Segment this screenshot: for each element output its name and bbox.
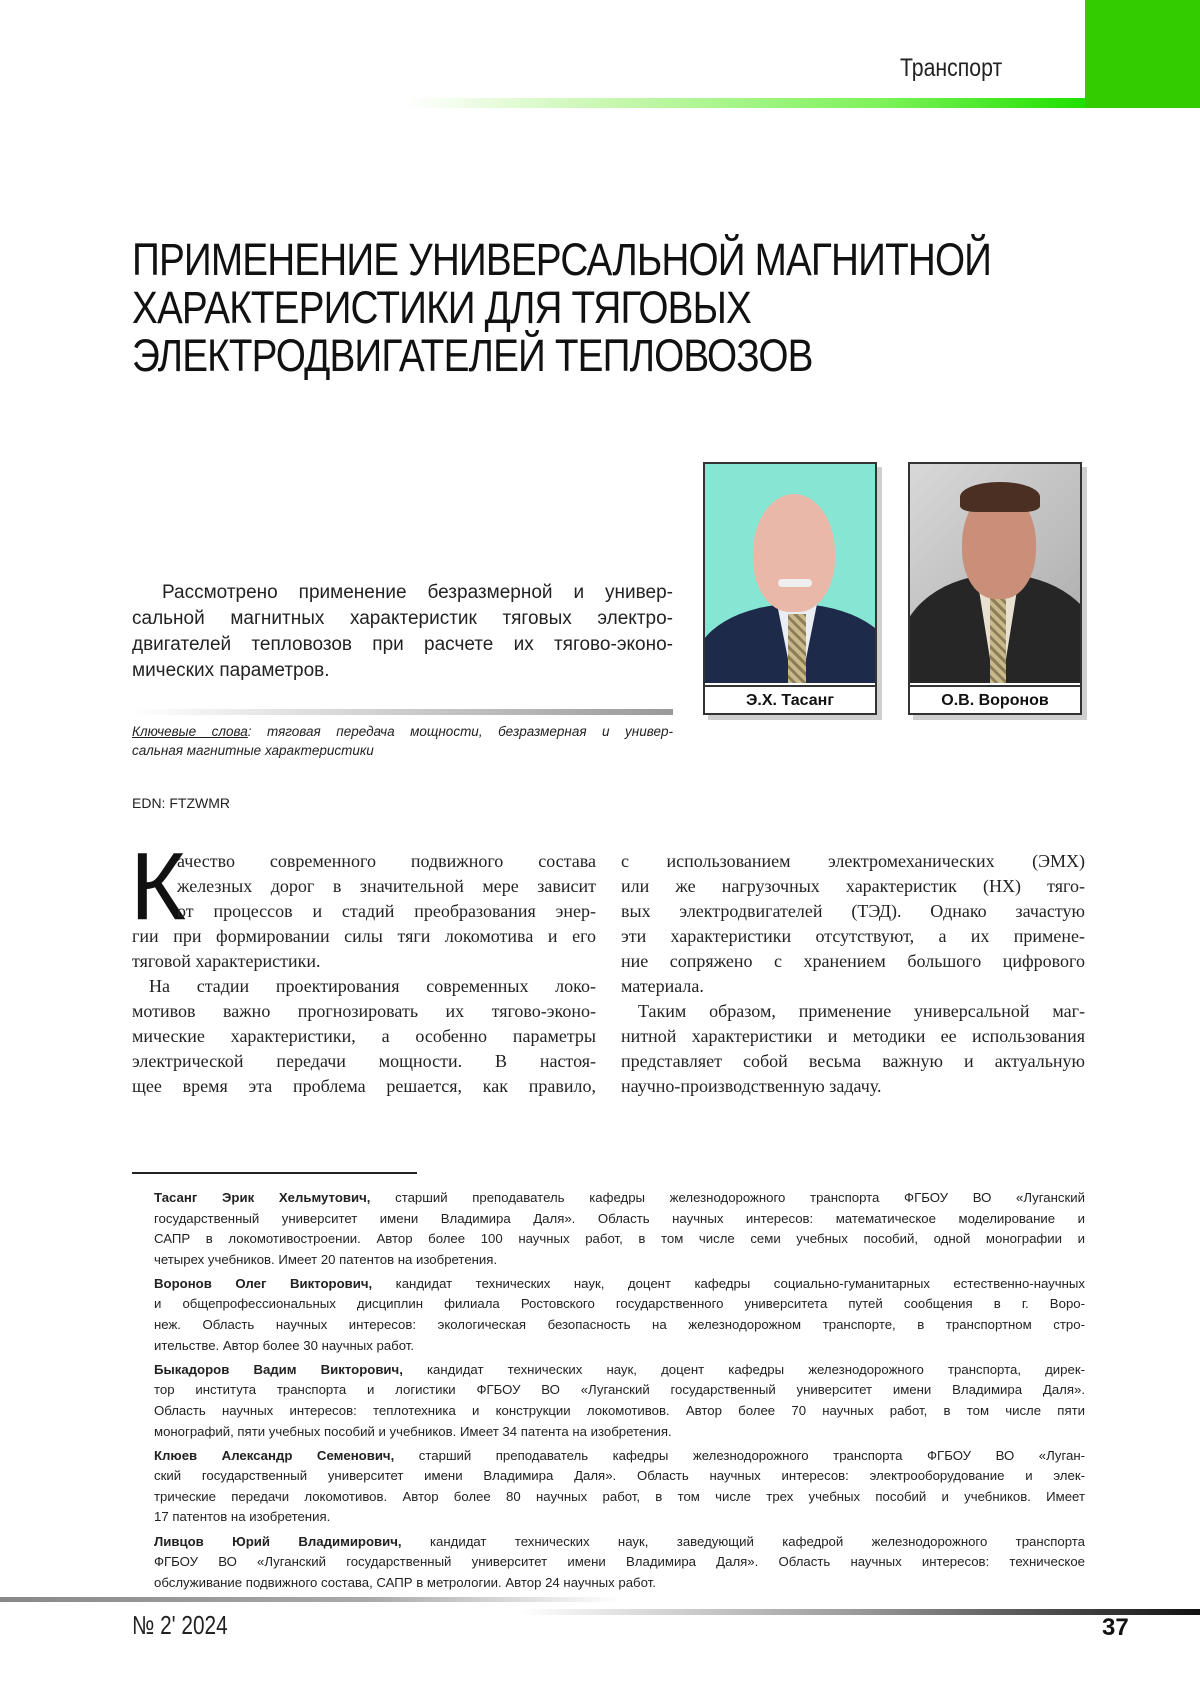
abstract-line: Рассмотрено применение безразмерной и универ- (132, 580, 673, 606)
author-bio (154, 1360, 1085, 1442)
body-line: гии при формировании силы тяги локомотива и его (132, 924, 596, 949)
body-line: с использованием электромеханических (ЭМХ) (621, 849, 1085, 874)
keywords-label: Ключевые слова (132, 724, 248, 739)
body-line: материала. (621, 974, 1085, 999)
bio-line: тор института транспорта и логистики ФГБОУ ВО «Луганский государственный университет имени Владимира Даля». (154, 1380, 1085, 1401)
author-bios (154, 1188, 1085, 1597)
bio-name: Быкадоров Вадим Викторович, (154, 1362, 403, 1377)
body-line: Таким образом, применение универсальной маг- (621, 999, 1085, 1024)
bio-line: САПР в локомотивостроении. Автор более 100 научных работ, в том числе семи учебных пособий, одной монографии и (154, 1229, 1085, 1250)
body-line: нитной характеристики и методики ее использования (621, 1024, 1085, 1049)
bio-line: кандидат технических наук, доцент кафедры железнодорожного транспорта, дирек- (403, 1362, 1085, 1377)
footer-bar (519, 1609, 1200, 1615)
article-title (132, 236, 991, 380)
body-line: На стадии проектирования современных локо- (132, 974, 596, 999)
bio-line: неж. Область научных интересов: экологическая безопасность на железнодорожном транспорте, в транспортном стро- (154, 1315, 1085, 1336)
drop-cap: К (130, 847, 186, 927)
body-line: эти характеристики отсутствуют, а их примене- (621, 924, 1085, 949)
bio-line: ительстве. Автор более 30 научных работ. (154, 1336, 1085, 1357)
body-line: железных дорог в значительной мере зависит (132, 874, 596, 899)
footnote-rule (132, 1172, 417, 1174)
abstract-line: мических параметров. (132, 658, 673, 684)
header-gradient-bar (405, 98, 1085, 108)
keywords-text: сальная магнитные характеристики (132, 741, 673, 760)
bio-line: монографий, пяти учебных пособий и учебников. Имеет 34 патента на изобретения. (154, 1422, 1085, 1443)
portrait-image (910, 464, 1080, 683)
author-bio (154, 1274, 1085, 1356)
bio-line: 17 патентов на изобретения. (154, 1507, 1085, 1528)
body-line: электрической передачи мощности. В настоя- (132, 1049, 596, 1074)
bio-name: Воронов Олег Викторович, (154, 1276, 372, 1291)
body-line: тяговой характеристики. (132, 949, 596, 974)
body-line: вых электродвигателей (ТЭД). Однако зачастую (621, 899, 1085, 924)
bio-line: обслуживание подвижного состава, САПР в метрологии. Автор 24 научных работ. (154, 1573, 1085, 1594)
author-photo-tasang (703, 462, 877, 715)
body-line: научно-производственную задачу. (621, 1074, 1085, 1099)
body-line: представляет собой весьма важную и актуальную (621, 1049, 1085, 1074)
bio-line: трические передачи локомотивов. Автор более 80 научных работ, в том числе трех учебных пособий и учебников. Имеет (154, 1487, 1085, 1508)
title-line: ПРИМЕНЕНИЕ УНИВЕРСАЛЬНОЙ МАГНИТНОЙ (132, 236, 991, 284)
section-accent-block (1085, 0, 1200, 108)
footer-bar (0, 1597, 620, 1602)
issue-number: № 2' 2024 (132, 1610, 228, 1641)
bio-line: государственный университет имени Владимира Даля». Область научных интересов: математическое моделирование и (154, 1209, 1085, 1230)
bio-name: Тасанг Эрик Хельмутович, (154, 1190, 370, 1205)
body-line: мические характеристики, а особенно параметры (132, 1024, 596, 1049)
bio-line: кандидат технических наук, доцент кафедры социально-гуманитарных естественно-научных (372, 1276, 1085, 1291)
bio-line: четырех учебников. Имеет 20 патентов на изобретения. (154, 1250, 1085, 1271)
abstract (132, 580, 673, 684)
author-bio (154, 1188, 1085, 1270)
section-title: Транспорт (900, 54, 1011, 83)
author-photo-voronov (908, 462, 1082, 715)
body-column-right (621, 849, 1085, 1099)
edn-code: EDN: FTZWMR (132, 795, 230, 811)
bio-line: кандидат технических наук, заведующий кафедрой железнодорожного транспорта (402, 1534, 1085, 1549)
abstract-divider (132, 709, 673, 715)
title-line: ЭЛЕКТРОДВИГАТЕЛЕЙ ТЕПЛОВОЗОВ (132, 332, 991, 380)
bio-line: Область научных интересов: теплотехника и конструкции локомотивов. Автор более 70 научных работ, в том числе пяти (154, 1401, 1085, 1422)
portrait-image (705, 464, 875, 683)
author-bio (154, 1446, 1085, 1528)
author-caption: Э.Х. Тасанг (705, 685, 875, 715)
body-line: ние сопряжено с хранением большого цифрового (621, 949, 1085, 974)
abstract-line: сальной магнитных характеристик тяговых электро- (132, 606, 673, 632)
bio-line: старший преподаватель кафедры железнодорожного транспорта ФГБОУ ВО «Луган- (394, 1448, 1085, 1463)
page-number: 37 (1102, 1614, 1129, 1642)
body-line: от процессов и стадий преобразования энер- (132, 899, 596, 924)
body-line: или же нагрузочных характеристик (НХ) тяго- (621, 874, 1085, 899)
bio-name: Ливцов Юрий Владимирович, (154, 1534, 402, 1549)
keywords-text: : тяговая передача мощности, безразмерная и универ- (248, 724, 673, 739)
body-line: мотивов важно прогнозировать их тягово-эконо- (132, 999, 596, 1024)
bio-line: ФГБОУ ВО «Луганский государственный университет имени Владимира Даля». Область научных интересов: техническое (154, 1552, 1085, 1573)
bio-line: и общепрофессиональных дисциплин филиала Ростовского государственного университета путей сообщения в г. Воро- (154, 1294, 1085, 1315)
author-caption: О.В. Воронов (910, 685, 1080, 715)
bio-line: ский государственный университет имени Владимира Даля». Область научных интересов: электрооборудование и элек- (154, 1466, 1085, 1487)
title-line: ХАРАКТЕРИСТИКИ ДЛЯ ТЯГОВЫХ (132, 284, 991, 332)
bio-line: старший преподаватель кафедры железнодорожного транспорта ФГБОУ ВО «Луганский (370, 1190, 1085, 1205)
bio-name: Клюев Александр Семенович, (154, 1448, 394, 1463)
body-line: ачество современного подвижного состава (132, 849, 596, 874)
abstract-line: двигателей тепловозов при расчете их тягово-эконо- (132, 632, 673, 658)
author-bio (154, 1532, 1085, 1594)
body-line: щее время эта проблема решается, как правило, (132, 1074, 596, 1099)
body-column-left (132, 849, 596, 1099)
keywords (132, 722, 673, 760)
